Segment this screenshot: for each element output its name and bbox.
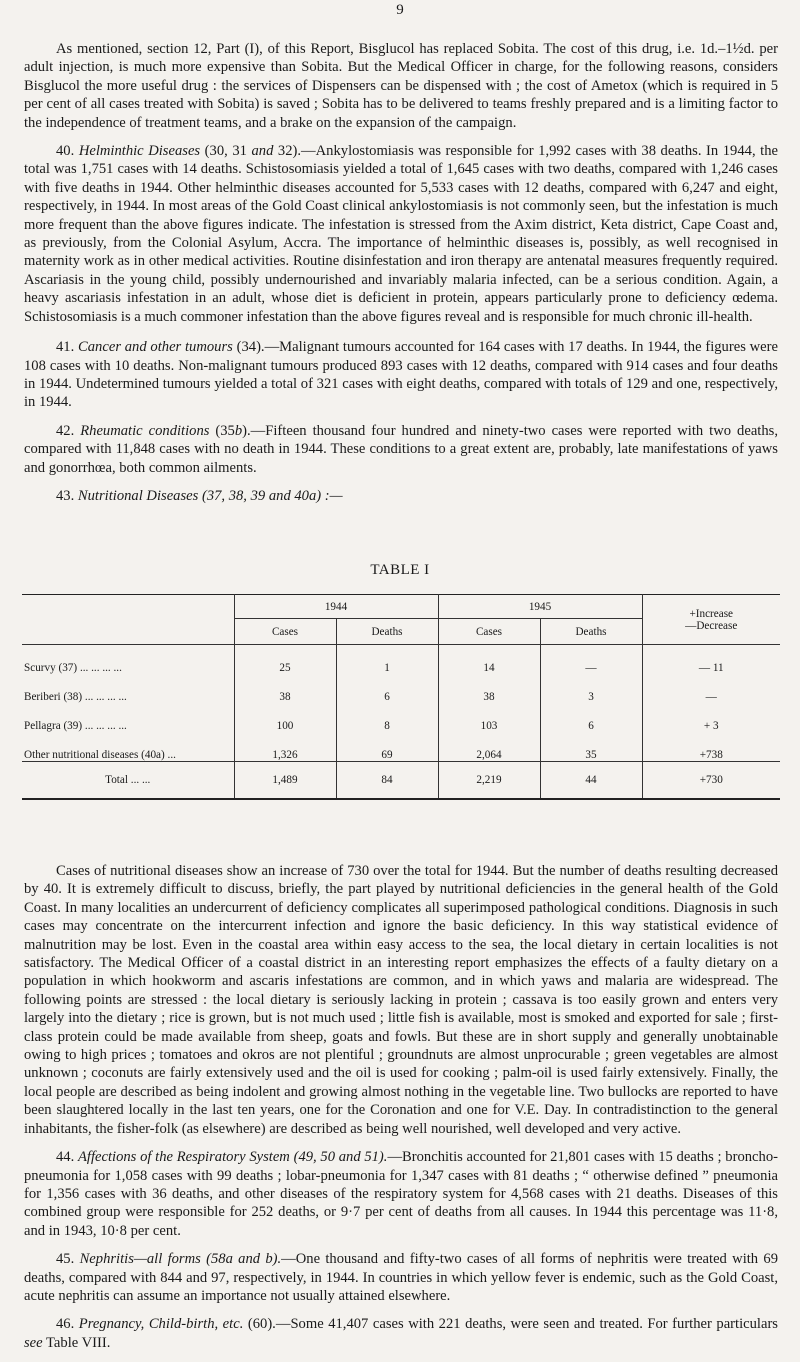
header-change: +Increase —Decrease: [642, 595, 780, 645]
header-deaths-1944: Deaths: [336, 619, 438, 645]
text-block-bottom: [24, 862, 778, 1362]
heading-pregnancy: Pregnancy, Child-birth, etc.: [78, 1316, 244, 1333]
paragraph-nutrition-discussion: Cases of nutritional diseases show an increase of 730 over the total for 1944. But the number of deaths resulting decreased by 40. It is extremely difficult to discuss, briefly, the part played by nutritional deficiencies in the general health of the Gold Coast. In many localities an undercurrent of deficiency complicates all superimposed pathological conditions. Diagnosis in such cases may concentrate on the intercurrent infection and ignore the basic deficiency. In this way statistical evidence of malnutrition may be lost. Even in the coastal area within easy access to the sea, the local dietary in certain localities is not satisfactory. The Medical Officer of a coastal district in an interesting report emphasizes the effects of a faulty dietary on a population in which hookworm and ascaris infestations are common, and in which yaws and malaria are widespread. The following points are stressed : the local dietary is seriously lacking in protein ; cassava is too easily grown and enters very largely into the dietary ; rice is grown, but is not much used ; little fish is available, most is smoked and exported for sale ; first-class protein could be made available from sheep, goats and fowls. But these are in short supply and generally unobtainable owing to high prices ; tomatoes and okros are not plentiful ; groundnuts are almost unprocurable ; green vegetables are almost unknown ; coconuts are fairly extensively used and the oil is used for cooking ; palm-oil is used fairly extensively. Finally, the local people are described as being indolent and growing almost nothing in the vegetable line. Two bullocks are reported to have been slaughtered locally in the last ten years, one for the Coronation and one for V.E. Day. In contradistinction to the general inhabitants, the fisher-folk (as elsewhere) are described as being well nourished, well developed and very active.: [24, 863, 778, 1137]
heading-nephritis: Nephritis—all forms: [79, 1251, 201, 1268]
text-block-top: [24, 40, 778, 515]
paragraph-40: 40. Helminthic Diseases (30, 31 and 32).—Ankylostomiasis was responsible for 1,992 cases with 38 deaths. In 1944, the total was 1,751 cases with 14 deaths. Schistosomiasis yielded a total of 1,645 cases with two deaths, compared with 1,246 cases with five deaths in 1944. Other helminthic diseases accounted for 5,533 cases with 12 deaths, compared with 6,247 and eight, respectively, in 1944. In most areas of the Gold Coast clinical ankylostomiasis is not commonly seen, but the infestation is much more frequent than the above figures indicate. The infestation is stressed from the Axim district, Keta district, Cape Coast and, as previously, from the Colonial Asylum, Accra. The importance of helminthic diseases is, possibly, as well recognised in maternity work as in other medical activities. Routine disinfestation and iron therapy are antenatal measures frequently required. Ascariasis in the young child, possibly undernourished and invariably malaria infected, can be a serious condition. Again, a heavy ascariasis infestation in an adult, whose diet is deficient in protein, appears particularly prone to deficiency œdema. Schistosomiasis is a much commoner infestation than the above figures reveal and is responsible for much chronic ill-health.: [24, 143, 778, 325]
paragraph-43: 43. Nutritional Diseases (37, 38, 39 and 40a) :—: [56, 487, 343, 504]
table-header-years: [22, 595, 780, 619]
table-total-row: Total ... ... 1,489 84 2,219 44 +730: [22, 762, 780, 800]
heading-cancer: Cancer and other tumours: [78, 339, 233, 356]
table-row: Beriberi (38) ... ... ... ... 38 6 38 3 —: [22, 674, 780, 703]
heading-helminthic: Helminthic Diseases: [78, 143, 201, 160]
heading-rheumatic: Rheumatic conditions: [80, 422, 210, 439]
paragraph-42: 42. Rheumatic conditions (35b).—Fifteen thousand four hundred and ninety-two cases were reported with two deaths, compared with 11,848 cases with no death in 1944. These conditions to a great extent are, probably, late manifestations of yaws and gonorrhœa, both common ailments.: [24, 422, 778, 476]
header-1945: 1945: [438, 595, 642, 619]
paragraph-45: 45. Nephritis—all forms (58a and b).—One thousand and fifty-two cases of all forms of nephritis were treated with 69 deaths, compared with 844 and 97, respectively, in 1944. In countries in which yellow fever is endemic, such as the Gold Coast, acute nephritis can assume an importance not usually attained elsewhere.: [24, 1251, 778, 1304]
table-row: Scurvy (37) ... ... ... ... 25 1 14 — — 11: [22, 645, 780, 675]
table-row: Pellagra (39) ... ... ... ... 100 8 103 6 + 3: [22, 703, 780, 732]
heading-nutritional: Nutritional Diseases: [77, 487, 199, 504]
paragraph-46: 46. Pregnancy, Child-birth, etc. (60).—Some 41,407 cases with 221 deaths, were seen and treated. For further particulars see Table VIII.: [24, 1316, 778, 1351]
header-deaths-1945: Deaths: [540, 619, 642, 645]
paragraph-44: 44. Affections of the Respiratory System (49, 50 and 51).—Bronchitis accounted for 21,801 cases with 15 deaths ; broncho-pneumonia for 1,058 cases with 99 deaths ; lobar-pneumonia for 1,347 cases with 81 deaths ; “ otherwise defined ” pneumonia for 1,356 cases with 36 deaths, and other diseases of the respiratory system for 4,568 cases with 21 deaths. Diseases of this combined group were responsible for 252 deaths, or 9·7 per cent of deaths from all causes. In 1944 this percentage was 11·8, and in 1943, 10·8 per cent.: [24, 1149, 778, 1239]
header-cases-1944: Cases: [234, 619, 336, 645]
table-row: Other nutritional diseases (40a) ... 1,326 69 2,064 35 +738: [22, 732, 780, 762]
table-caption: TABLE I: [370, 562, 430, 578]
nutritional-diseases-table: [22, 594, 780, 800]
page-number: 9: [396, 2, 404, 18]
header-1944: 1944: [234, 595, 438, 619]
paragraph-41: 41. Cancer and other tumours (34).—Malignant tumours accounted for 164 cases with 17 deaths. In 1944, the figures were 108 cases with 10 deaths. Non-malignant tumours produced 893 cases with 12 deaths, compared with 914 cases and four deaths in 1944. Undetermined tumours yielded a total of 321 cases with eight deaths, compared with totals of 129 and one, respectively, in 1944.: [24, 339, 778, 411]
header-cases-1945: Cases: [438, 619, 540, 645]
paragraph-bisglucol: As mentioned, section 12, Part (I), of this Report, Bisglucol has replaced Sobita. The cost of this drug, i.e. 1d.–1½d. per adult injection, is much more expensive than Sobita. But the Medical Officer in charge, for the following reasons, considers Bisglucol the more useful drug : the services of Dispensers can be dispensed with ; the cost of Ametox (which is required in 5 per cent of all cases treated with Sobita) is saved ; Sobita has to be delivered to teams freshly prepared and is a limiting factor to the independence of treatment teams, and a brake on the expansion of the campaign.: [24, 41, 778, 131]
heading-respiratory: Affections of the Respiratory System: [77, 1149, 290, 1166]
